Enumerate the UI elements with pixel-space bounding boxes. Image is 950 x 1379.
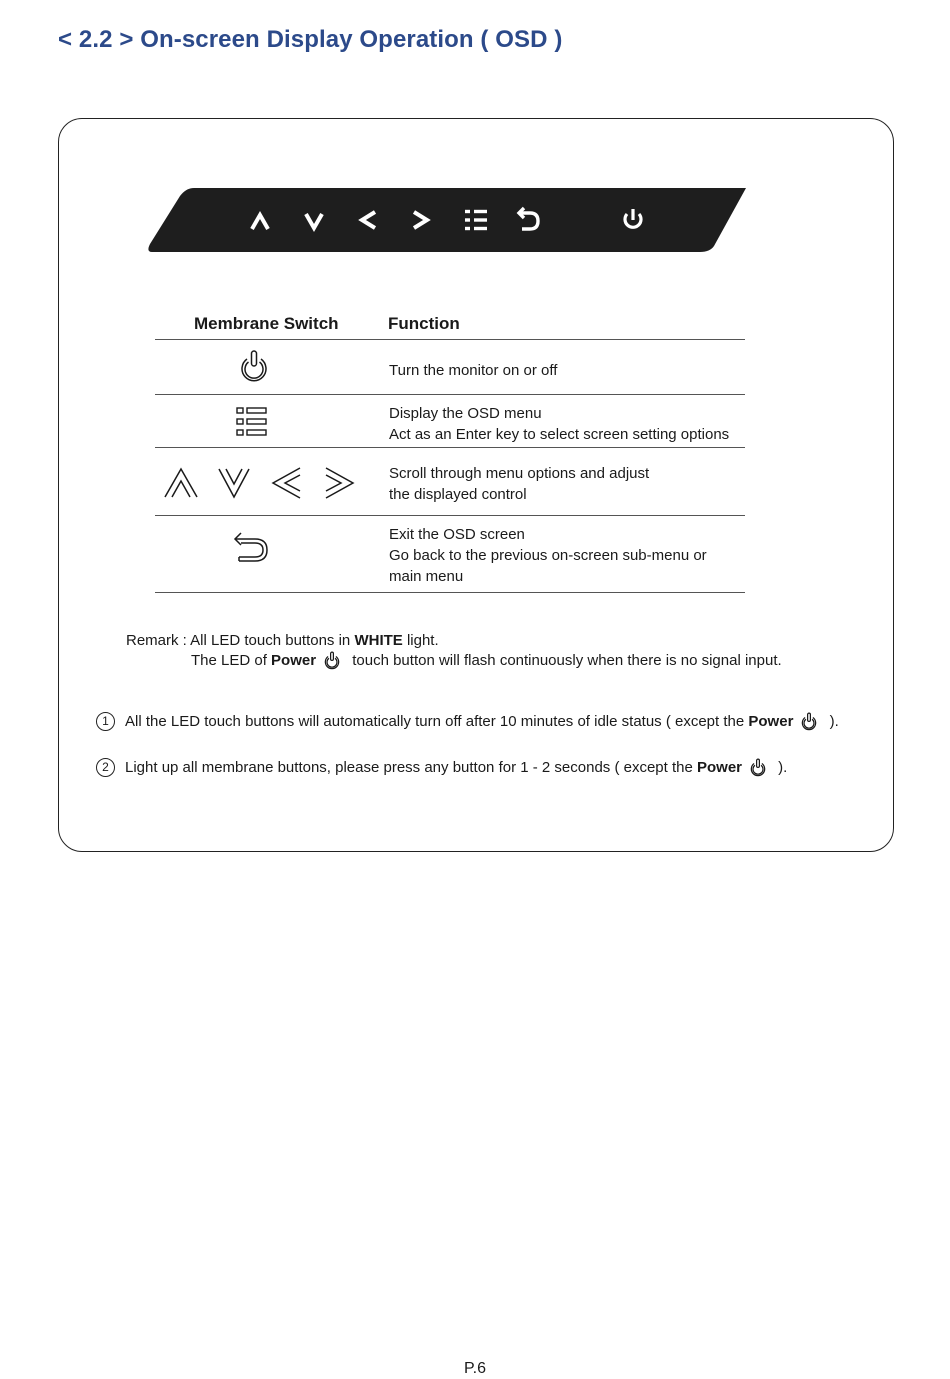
page-title: < 2.2 > On-screen Display Operation ( OSD ) bbox=[58, 26, 563, 53]
power-icon bbox=[322, 651, 342, 671]
row-arrows-function: Scroll through menu options and adjust the displayed control bbox=[389, 465, 650, 503]
table-rule bbox=[155, 394, 745, 395]
power-icon bbox=[799, 712, 819, 732]
power-icon bbox=[236, 349, 272, 385]
down-arrow-icon bbox=[219, 469, 249, 497]
page-number: P.6 bbox=[464, 1360, 486, 1377]
row-power-function: Turn the monitor on or off bbox=[389, 362, 558, 379]
row-return-function: Exit the OSD screen Go back to the previous on-screen sub-menu or main menu bbox=[389, 526, 707, 585]
remark-line-1: Remark : All LED touch buttons in WHITE light. bbox=[126, 632, 439, 649]
note-1: 1 All the LED touch buttons will automatically turn off after 10 minutes of idle status ( except the Power ). bbox=[96, 711, 839, 732]
menu-icon bbox=[236, 406, 268, 438]
note-2: 2 Light up all membrane buttons, please press any button for 1 - 2 seconds ( except the Power ). bbox=[96, 757, 787, 778]
right-arrow-icon bbox=[326, 468, 353, 498]
header-membrane-switch: Membrane Switch bbox=[194, 314, 339, 333]
return-icon bbox=[232, 531, 272, 567]
table-rule bbox=[155, 339, 745, 340]
table-rule bbox=[155, 447, 745, 448]
table-rule bbox=[155, 592, 745, 593]
up-arrow-icon bbox=[165, 469, 197, 497]
table-rule bbox=[155, 515, 745, 516]
left-arrow-icon bbox=[273, 468, 300, 498]
arrow-keys-icons bbox=[163, 465, 357, 501]
power-icon bbox=[748, 758, 768, 778]
header-function: Function bbox=[388, 314, 460, 333]
note-number: 2 bbox=[96, 758, 115, 777]
row-menu-function: Display the OSD menu Act as an Enter key to select screen setting options bbox=[389, 405, 730, 443]
remark-line-2: The LED of Power touch button will flash continuously when there is no signal input. bbox=[191, 652, 782, 669]
membrane-button-bar bbox=[148, 188, 746, 254]
note-number: 1 bbox=[96, 712, 115, 731]
